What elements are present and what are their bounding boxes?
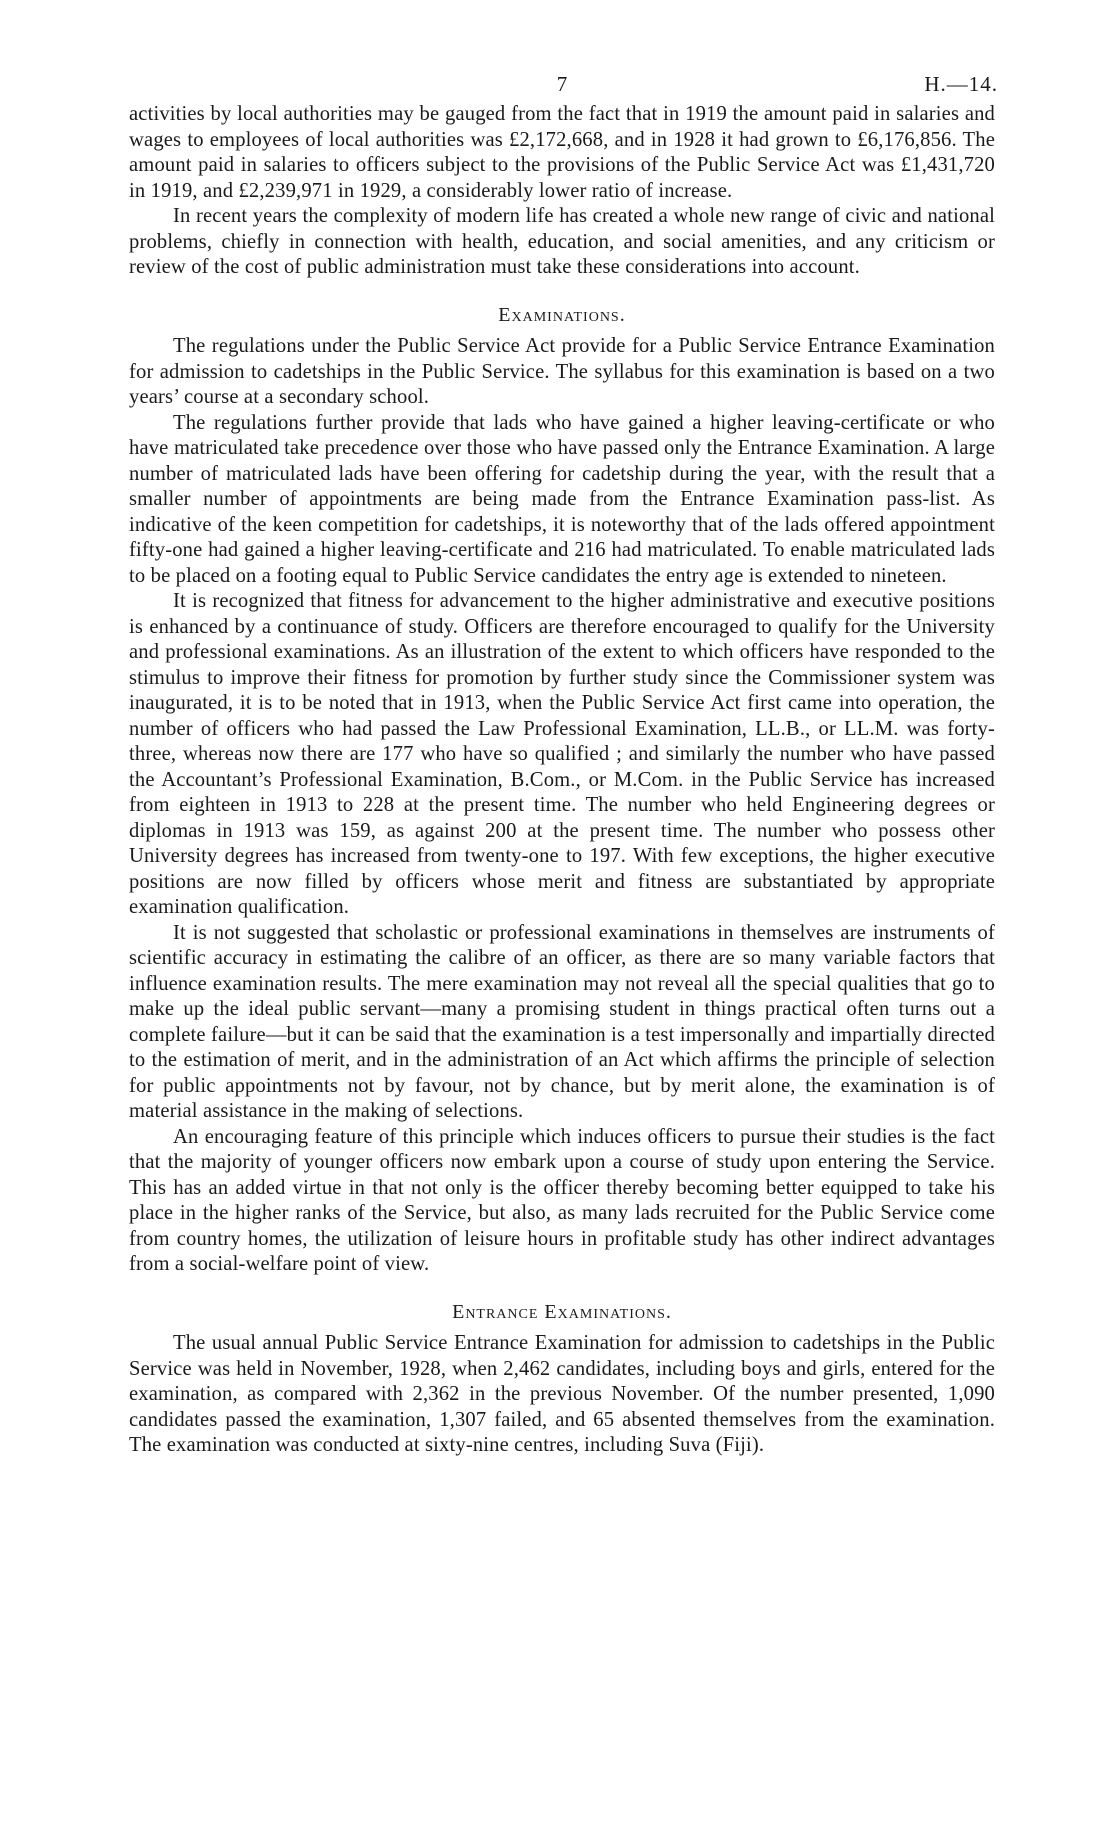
paragraph: activities by local authorities may be gauged from the fact that in 1919 the amount paid in salaries and wages to employees of local authorities was £2,172,668, and in 1928 it had grown to £6,176,856. The amount paid in salaries to officers subject to the provisions of the Public Service Act was £1,431,720 in 1919, and £2,239,971 in 1929, a considerably lower ratio of increase. bbox=[129, 103, 995, 202]
page-header bbox=[129, 72, 998, 102]
paragraph: It is not suggested that scholastic or professional examinations in themselves are instruments of scientific accuracy in estimating the calibre of an officer, as there are so many variable factors that influence examination results. The mere examination may not reveal all the special qualities that go to make up the ideal public servant—many a promising student in things practical often turns out a complete failure—but it can be said that the examination is a test impersonally and impartially directed to the estimation of merit, and in the administration of an Act which affirms the principle of selection for public appointments not by favour, not by chance, but by merit alone, the examination is of material assistance in the making of selections. bbox=[129, 921, 995, 1122]
section-heading-examinations: Examinations. bbox=[498, 303, 626, 326]
paragraph: It is recognized that fitness for advancement to the higher administrative and executive positions is enhanced by a continuance of study. Officers are therefore encouraged to qualify for the University and professional examinations. As an illustration of the extent to which officers have responded to the stimulus to improve their fitness for promotion by further study since the Commissioner system was inaugurated, it is to be noted that in 1913, when the Public Service Act first came into operation, the number of officers who had passed the Law Professional Examination, LL.B., or LL.M. was forty-three, whereas now there are 177 who have so qualified ; and similarly the number who have passed the Accountant’s Professional Examination, B.Com., or M.Com. in the Public Service has increased from eighteen in 1913 to 228 at the present time. The number who held Engineering degrees or diplomas in 1913 was 159, as against 200 at the present time. The number who possess other University degrees has increased from twenty-one to 197. With few exceptions, the higher executive positions are now filled by officers whose merit and fitness are substantiated by appropriate examination qualification. bbox=[129, 590, 995, 918]
body-text bbox=[129, 102, 995, 1459]
paragraph: The regulations under the Public Service Act provide for a Public Service Entrance Examination for admission to cadetships in the Public Service. The syllabus for this examination is based on a two years’ course at a secondary school. bbox=[129, 335, 995, 408]
paragraph: The usual annual Public Service Entrance Examination for admission to cadetships in the Public Service was held in November, 1928, when 2,462 candidates, including boys and girls, entered for the examination, as compared with 2,362 in the previous November. Of the number presented, 1,090 candidates passed the examination, 1,307 failed, and 65 absented themselves from the examination. The examination was conducted at sixty-nine centres, including Suva (Fiji). bbox=[129, 1332, 995, 1456]
paragraph: In recent years the complexity of modern life has created a whole new range of civic and national problems, chiefly in connection with health, education, and social amenities, and any criticism or review of the cost of public administration must take these considerations into account. bbox=[129, 205, 995, 278]
document-page bbox=[129, 72, 998, 1459]
paragraph: An encouraging feature of this principle which induces officers to pursue their studies is the fact that the majority of younger officers now embark upon a course of study upon entering the Service. This has an added virtue in that not only is the officer thereby becoming better equipped to take his place in the higher ranks of the Service, but also, as many lads recruited for the Public Service come from country homes, the utilization of leisure hours in profitable study has other indirect advantages from a social-welfare point of view. bbox=[129, 1125, 995, 1275]
document-reference: H.—14. bbox=[924, 72, 998, 96]
page-number: 7 bbox=[556, 72, 568, 96]
section-heading-entrance-examinations: Entrance Examinations. bbox=[452, 1300, 672, 1323]
paragraph: The regulations further provide that lads who have gained a higher leaving-certificate or who have matriculated take precedence over those who have passed only the Entrance Examination. A large number of matriculated lads have been offering for cadetship during the year, with the result that a smaller number of appointments are being made from the Entrance Examination pass-list. As indicative of the keen competition for cadetships, it is noteworthy that of the lads offered appointment fifty-one had gained a higher leaving-certificate and 216 had matriculated. To enable matriculated lads to be placed on a footing equal to Public Service candidates the entry age is extended to nineteen. bbox=[129, 411, 995, 587]
